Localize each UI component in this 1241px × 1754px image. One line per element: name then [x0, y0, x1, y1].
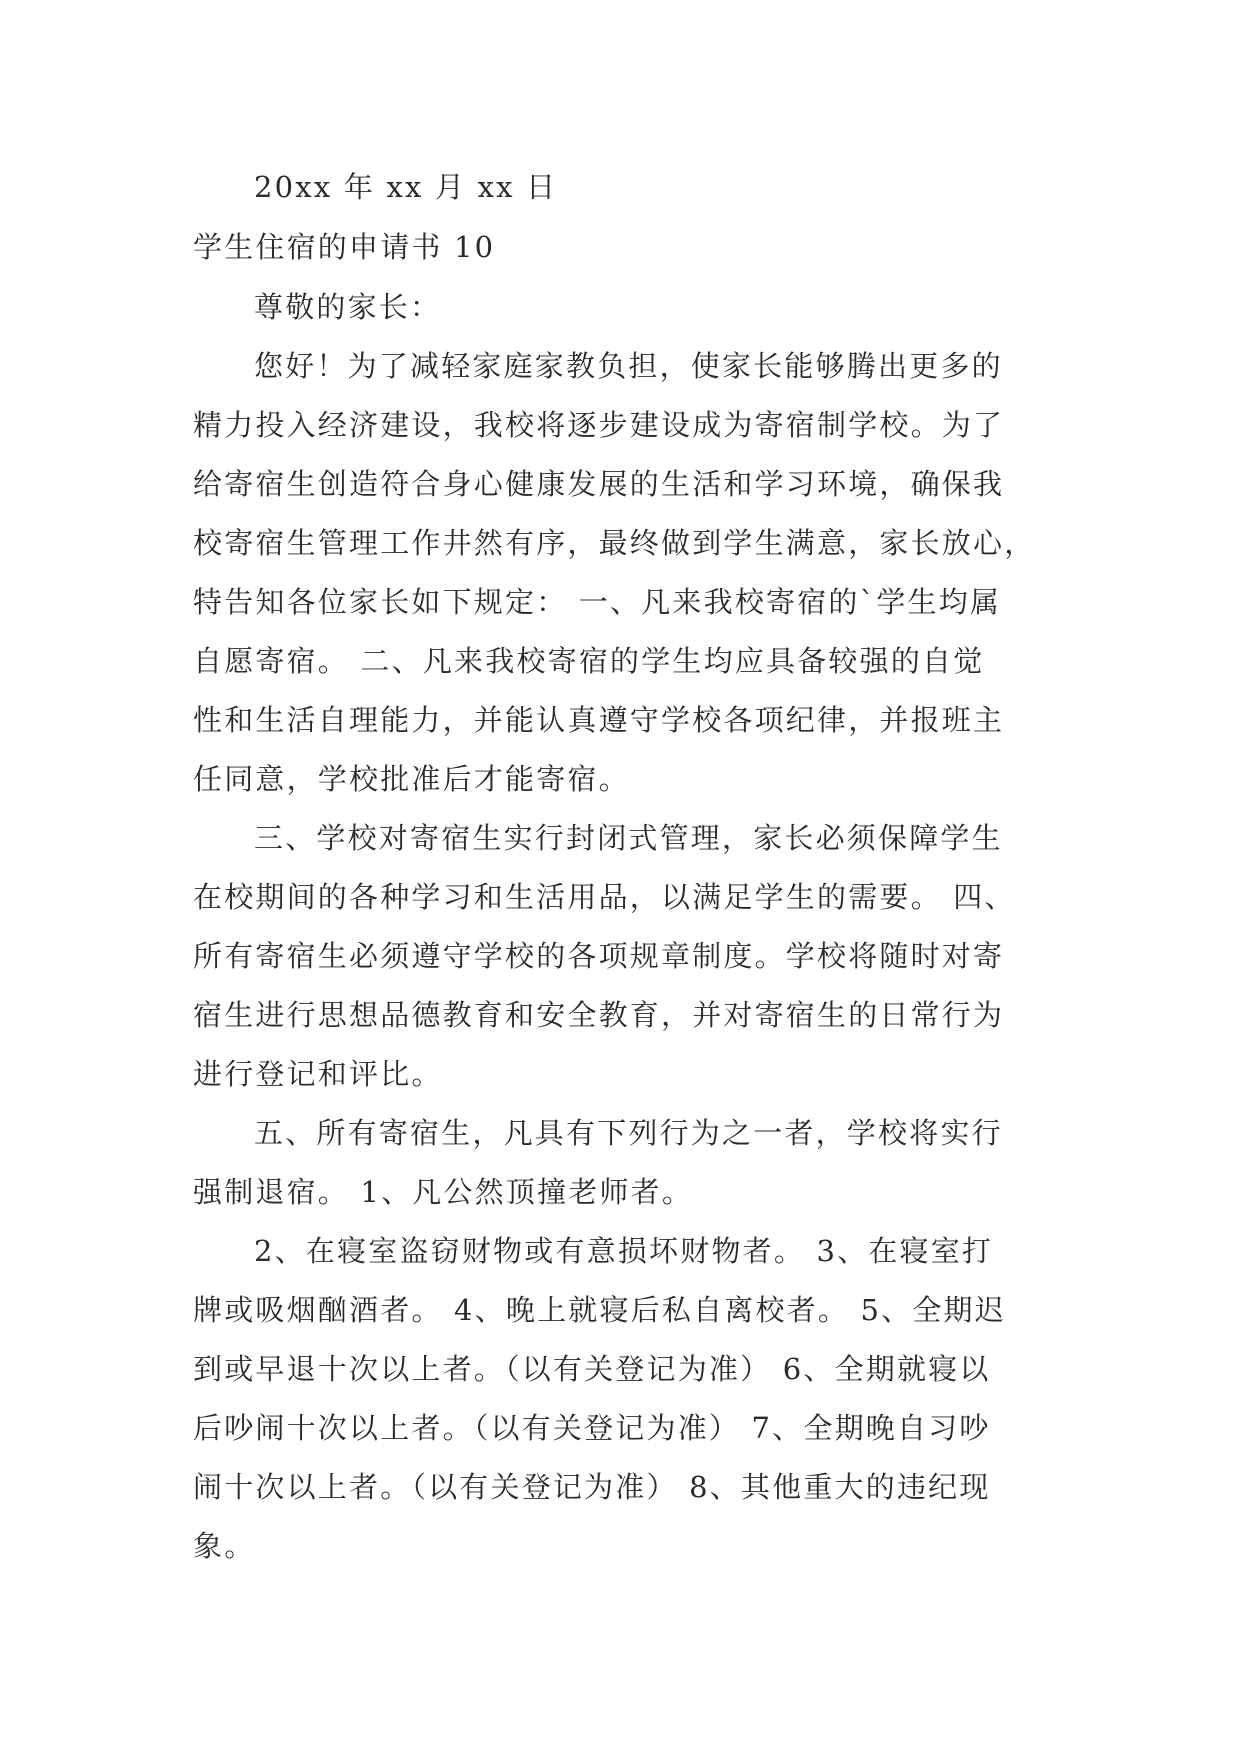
body-line: 象。	[193, 1529, 256, 1563]
body-line: 所有寄宿生必须遵守学校的各项规章制度。学校将随时对寄	[193, 939, 1005, 973]
body-line: 自愿寄宿。 二、凡来我校寄宿的学生均应具备较强的自觉	[193, 644, 985, 678]
body-line: 校寄宿生管理工作井然有序，最终做到学生满意，家长放心，	[193, 526, 1036, 560]
body-line: 牌或吸烟酗酒者。 4、晚上就寝后私自离校者。 5、全期迟	[193, 1293, 1006, 1327]
body-line: 后吵闹十次以上者。（以有关登记为准） 7、全期晚自习吵	[193, 1411, 991, 1445]
body-line: 在校期间的各种学习和生活用品，以满足学生的需要。 四、	[193, 880, 1016, 914]
body-line: 宿生进行思想品德教育和安全教育，并对寄宿生的日常行为	[193, 998, 1005, 1032]
body-line: 性和生活自理能力，并能认真遵守学校各项纪律，并报班主	[193, 703, 1005, 737]
date-line: 20xx 年 xx 月 xx 日	[254, 170, 558, 204]
body-line: 任同意，学校批准后才能寄宿。	[193, 762, 630, 796]
body-line: 您好！为了减轻家庭家教负担，使家长能够腾出更多的	[254, 349, 1003, 383]
body-line: 特告知各位家长如下规定： 一、凡来我校寄宿的`学生均属	[193, 585, 1002, 619]
body-line: 强制退宿。 1、凡公然顶撞老师者。	[193, 1175, 694, 1209]
body-line: 进行登记和评比。	[193, 1057, 443, 1091]
body-line: 精力投入经济建设，我校将逐步建设成为寄宿制学校。为了	[193, 408, 1005, 442]
body-line: 五、所有寄宿生，凡具有下列行为之一者，学校将实行	[254, 1116, 1003, 1150]
body-line: 给寄宿生创造符合身心健康发展的生活和学习环境，确保我	[193, 467, 1005, 501]
body-line: 闹十次以上者。（以有关登记为准） 8、其他重大的违纪现	[193, 1470, 991, 1504]
body-line: 2、在寝室盗窃财物或有意损坏财物者。 3、在寝室打	[254, 1234, 994, 1268]
body-line: 到或早退十次以上者。（以有关登记为准） 6、全期就寝以	[193, 1352, 991, 1386]
body-line: 三、学校对寄宿生实行封闭式管理，家长必须保障学生	[254, 821, 1003, 855]
salutation: 尊敬的家长：	[254, 290, 442, 324]
document-title: 学生住宿的申请书 10	[193, 230, 496, 264]
